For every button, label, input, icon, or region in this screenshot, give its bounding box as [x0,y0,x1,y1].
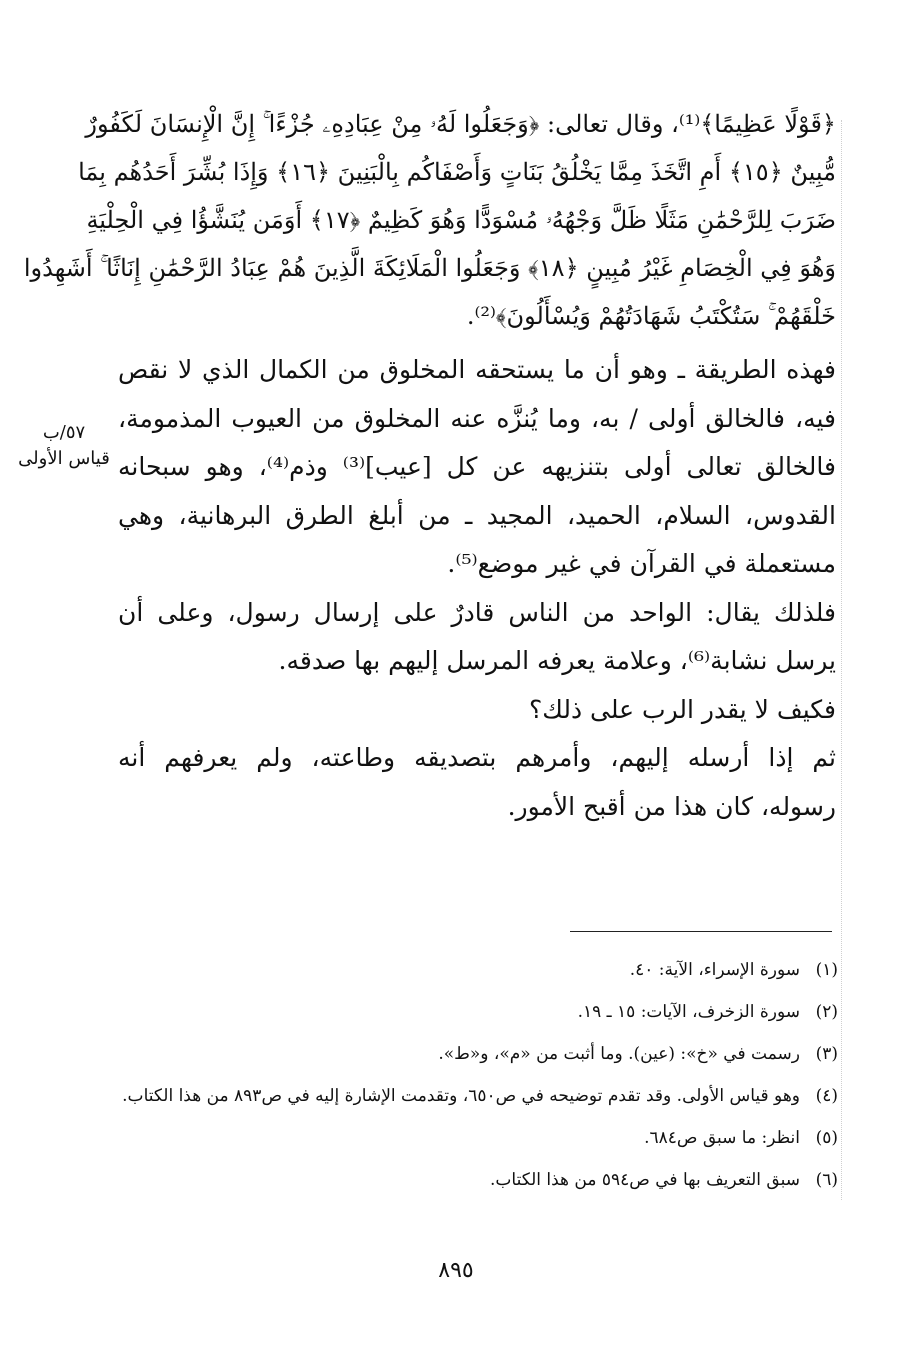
page-edge-shadow [839,120,842,1200]
footnote-number: (٣) [815,1044,838,1064]
text-line: فهذه الطريقة ـ وهو أن ما يستحقه المخلوق من الكمال الذي لا نقص [118,355,836,384]
text-line: ﴿قَوْلًا عَظِيمًا﴾⁽¹⁾، وقال تعالى: ﴿وَجَعَلُوا لَهُۥ مِنْ عِبَادِهِۦ جُزْءًا ۚ إِنَّ الْإِنسَانَ لَكَفُورٌ [85,110,836,138]
footnote-text: انظر: ما سبق ص٦٨٤. [644,1128,800,1148]
paragraph [118,589,836,686]
footnote-divider [570,931,832,932]
paragraph [118,346,836,589]
text-line: فالخالق تعالى أولى بتنزيهه عن كل [عيب]⁽³⁾ وذم⁽⁴⁾، وهو سبحانه [118,452,836,481]
footnote-number: (٤) [815,1086,838,1106]
text-line: ضَرَبَ لِلرَّحْمَٰنِ مَثَلًا ظَلَّ وَجْهُهُۥ مُسْوَدًّا وَهُوَ كَظِيمٌ ﴿١٧﴾ أَوَمَن يُنَشَّؤُا فِي الْحِلْيَةِ [86,206,836,234]
text-line: فكيف لا يقدر الرب على ذلك؟ [529,694,836,724]
footnote-text: سورة الإسراء، الآية: ٤٠. [629,960,800,980]
margin-note [18,420,110,472]
text-line: رسوله، كان هذا من أقبح الأمور. [507,791,836,821]
text-line: يرسل نشابة⁽⁶⁾، وعلامة يعرفه المرسل إليهم بها صدقه. [278,646,836,675]
footnotes [110,955,838,1207]
footnote-text: سورة الزخرف، الآيات: ١٥ ـ ١٩. [577,1002,800,1022]
footnote [110,997,838,1027]
footnote-number: (٥) [815,1128,838,1148]
footnote-number: (١) [815,960,838,980]
footnote [110,1165,838,1195]
text-line: وَهُوَ فِي الْخِصَامِ غَيْرُ مُبِينٍ ﴿١٨﴾ وَجَعَلُوا الْمَلَائِكَةَ الَّذِينَ هُمْ عِبَادُ الرَّحْمَٰنِ إِنَاثًا ۚ أَشَهِدُوا [23,254,836,282]
margin-label: قياس الأولى [18,448,110,469]
paragraph [118,686,836,735]
text-line: فيه، فالخالق أولى / به، وما يُنزَّه عنه المخلوق من العيوب المذمومة، [118,403,836,433]
footnote-text: وهو قياس الأولى. وقد تقدم توضيحه في ص٦٥٠، وتقدمت الإشارة إليه في ص٨٩٣ من هذا الكتاب. [122,1086,800,1106]
text-line: مستعملة في القرآن في غير موضع⁽⁵⁾. [447,549,836,578]
text-line: خَلْقَهُمْ ۚ سَتُكْتَبُ شَهَادَتُهُمْ وَيُسْأَلُونَ﴾⁽²⁾. [466,302,836,330]
footnote [110,1039,838,1069]
footnote [110,1081,838,1111]
text-line: مُّبِينٌ ﴿١٥﴾ أَمِ اتَّخَذَ مِمَّا يَخْلُقُ بَنَاتٍ وَأَصْفَاكُم بِالْبَنِينَ ﴿١٦﴾ وَإِذَا بُشِّرَ أَحَدُهُم بِمَا [78,158,836,186]
footnote-text: سبق التعريف بها في ص٥٩٤ من هذا الكتاب. [489,1170,800,1190]
folio-marker: ٥٧/ب [42,422,86,443]
text-line: فلذلك يقال: الواحد من الناس قادرٌ على إرسال رسول، وعلى أن [118,597,836,627]
footnote-text: رسمت في «خ»: (عين). وما أثبت من «م»، و«ط». [438,1044,800,1064]
page-number: ٨٩٥ [438,1258,474,1283]
paragraph [118,734,836,831]
footnote-number: (٦) [815,1170,838,1190]
quran-quotation [23,100,836,340]
footnote [110,1123,838,1153]
text-line: ثم إذا أرسله إليهم، وأمرهم بتصديقه وطاعته، ولم يعرفهم أنه [118,743,836,772]
footnote [110,955,838,985]
text-line: القدوس، السلام، الحميد، المجيد ـ من أبلغ الطرق البرهانية، وهي [118,500,836,530]
footnote-number: (٢) [815,1002,838,1022]
